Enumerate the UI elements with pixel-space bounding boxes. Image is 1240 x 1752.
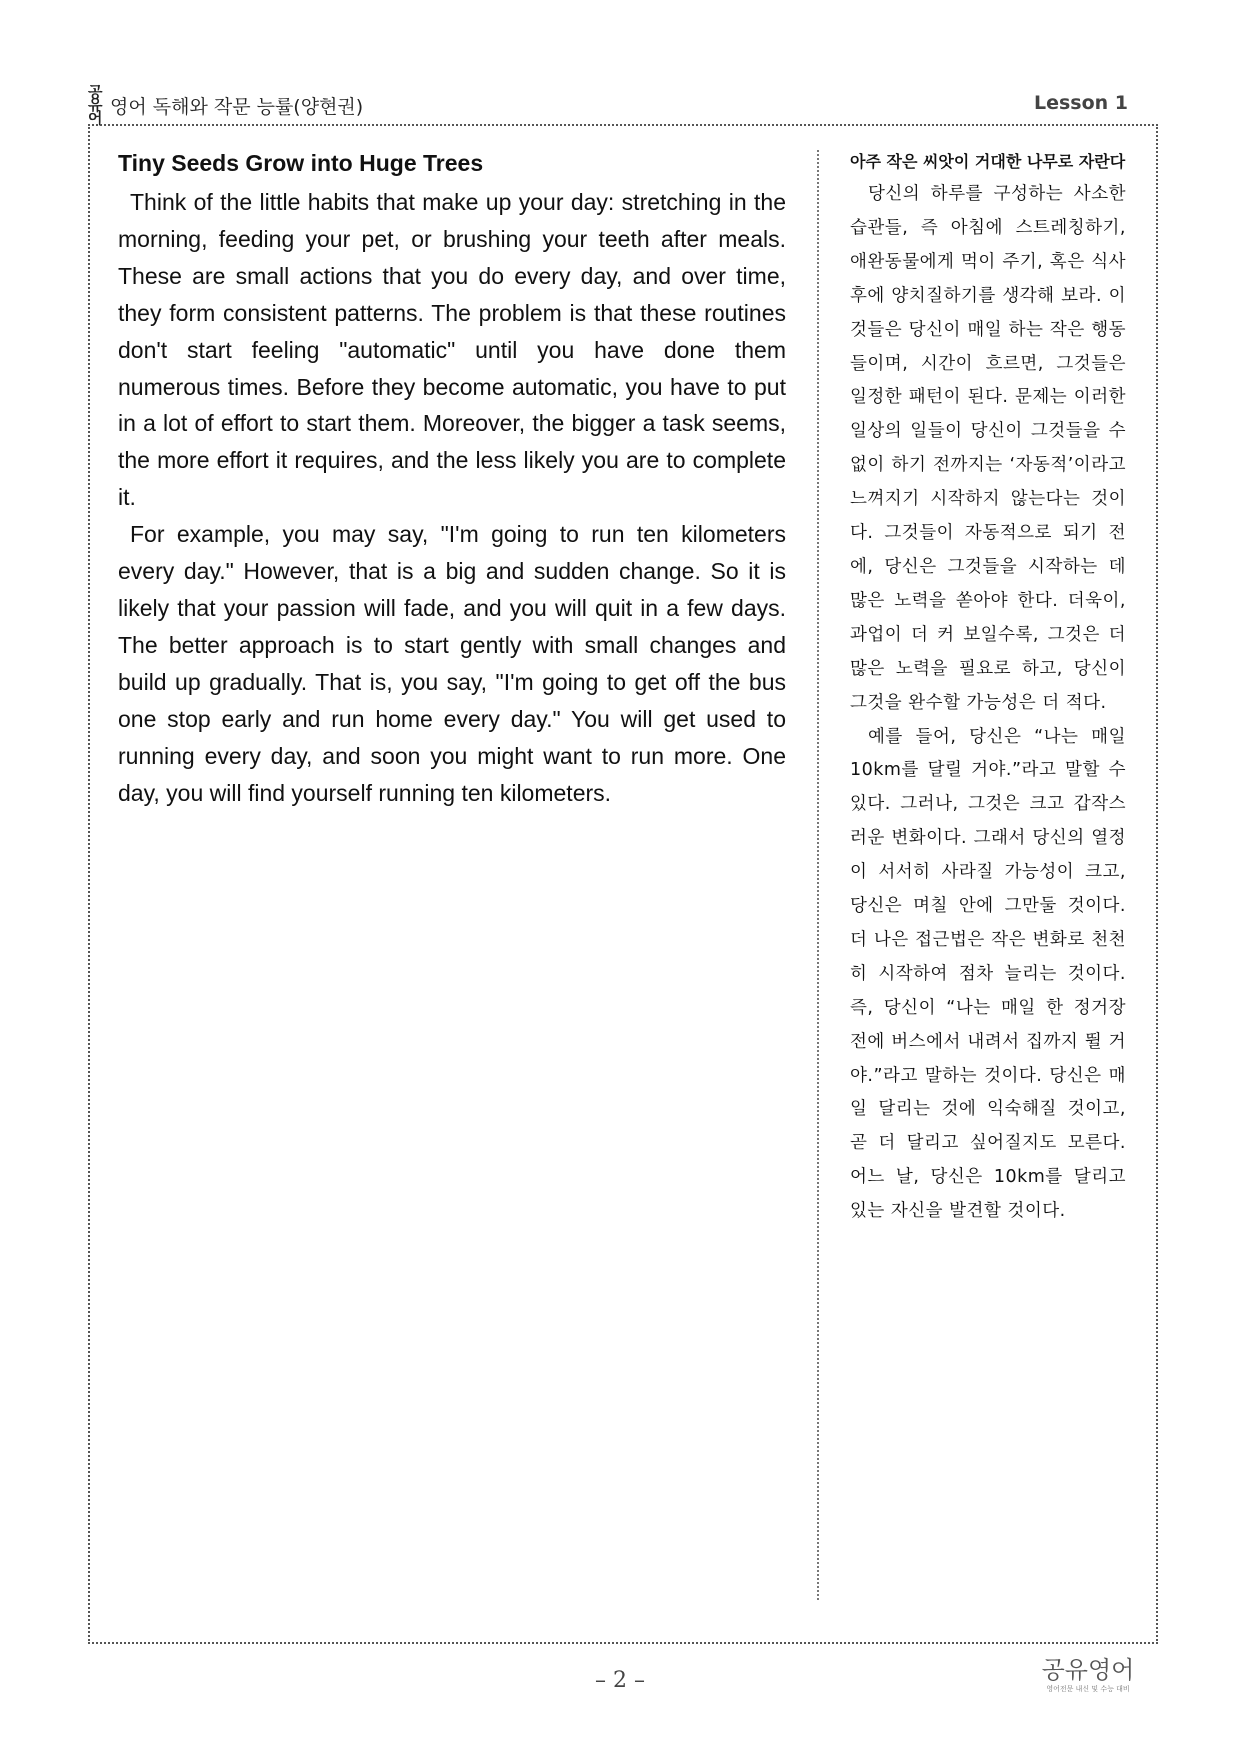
page-header — [88, 83, 1128, 127]
korean-paragraph-2: 예를 들어, 당신은 “나는 매일 10km를 달릴 거야.”라고 말할 수 있다. 그러나, 그것은 크고 갑작스러운 변화이다. 그래서 당신의 열정이 서서히 사라질 가능성이 크고, 당신은 며칠 안에 그만둘 것이다. 더 나은 접근법은 작은 변화로 천천히 시작하여 점차 늘리는 것이다. 즉, 당신이 “나는 매일 한 정거장 전에 버스에서 내려서 집까지 뛸 거야.”라고 말하는 것이다. 당신은 매일 달리는 것에 익숙해질 것이고, 곧 더 달리고 싶어질지도 모른다. 어느 날, 당신은 10km를 달리고 있는 자신을 발견할 것이다. — [850, 726, 1126, 1222]
lesson-label: Lesson 1 — [1033, 92, 1128, 114]
page-number: – 2 – — [595, 1668, 645, 1693]
english-column — [118, 146, 786, 811]
logo-char-3: 어 — [88, 109, 103, 127]
korean-title: 아주 작은 씨앗이 거대한 나무로 자란다 — [850, 152, 1126, 171]
logo-char-2: 유 — [88, 96, 103, 114]
english-title: Tiny Seeds Grow into Huge Trees — [118, 150, 484, 176]
logo-char-1: 공 — [88, 83, 103, 101]
korean-column — [850, 148, 1126, 1229]
column-divider — [817, 150, 819, 1600]
english-paragraph-1: Think of the little habits that make up your day: stretching in the morning, feeding your pet, or brushing your teeth after meals. These are small actions that you do every day, and over time, they form consistent patterns. The problem is that these routines don't start feeling "automatic" until you have done them numerous times. Before they become automatic, you have to put in a lot of effort to start them. Moreover, the bigger a task seems, the more effort it requires, and the less likely you are to complete it. — [118, 189, 786, 511]
korean-paragraph-1: 당신의 하루를 구성하는 사소한 습관들, 즉 아침에 스트레칭하기, 애완동물에게 먹이 주기, 혹은 식사 후에 양치질하기를 생각해 보라. 이것들은 당신이 매일 하는 작은 행동들이며, 시간이 흐르면, 그것들은 일정한 패턴이 된다. 문제는 이러한 일상의 일들이 당신이 그것들을 수없이 하기 전까지는 ‘자동적’이라고 느껴지기 시작하지 않는다는 것이다. 그것들이 자동적으로 되기 전에, 당신은 그것들을 시작하는 데 많은 노력을 쏟아야 한다. 더욱이, 과업이 더 커 보일수록, 그것은 더 많은 노력을 필요로 하고, 당신이 그것을 완수할 가능성은 더 적다. — [850, 184, 1126, 713]
document-title: 영어 독해와 작문 능률(양현권) — [110, 96, 364, 118]
brand-name: 공유영어 — [1041, 1656, 1135, 1684]
brand-tagline: 영어전문 내신 및 수능 대비 — [1046, 1685, 1130, 1693]
brand-logo — [1038, 1656, 1138, 1694]
header-logo — [88, 83, 106, 127]
english-paragraph-2: For example, you may say, "I'm going to run ten kilometers every day." However, that is a big and sudden change. So it is likely that your passion will fade, and you will quit in a few days. The better approach is to start gently with small changes and build up gradually. That is, you say, "I'm going to get off the bus one stop early and run home every day." You will get used to running every day, and soon you might want to run more. One day, you will find yourself running ten kilometers. — [118, 521, 786, 806]
